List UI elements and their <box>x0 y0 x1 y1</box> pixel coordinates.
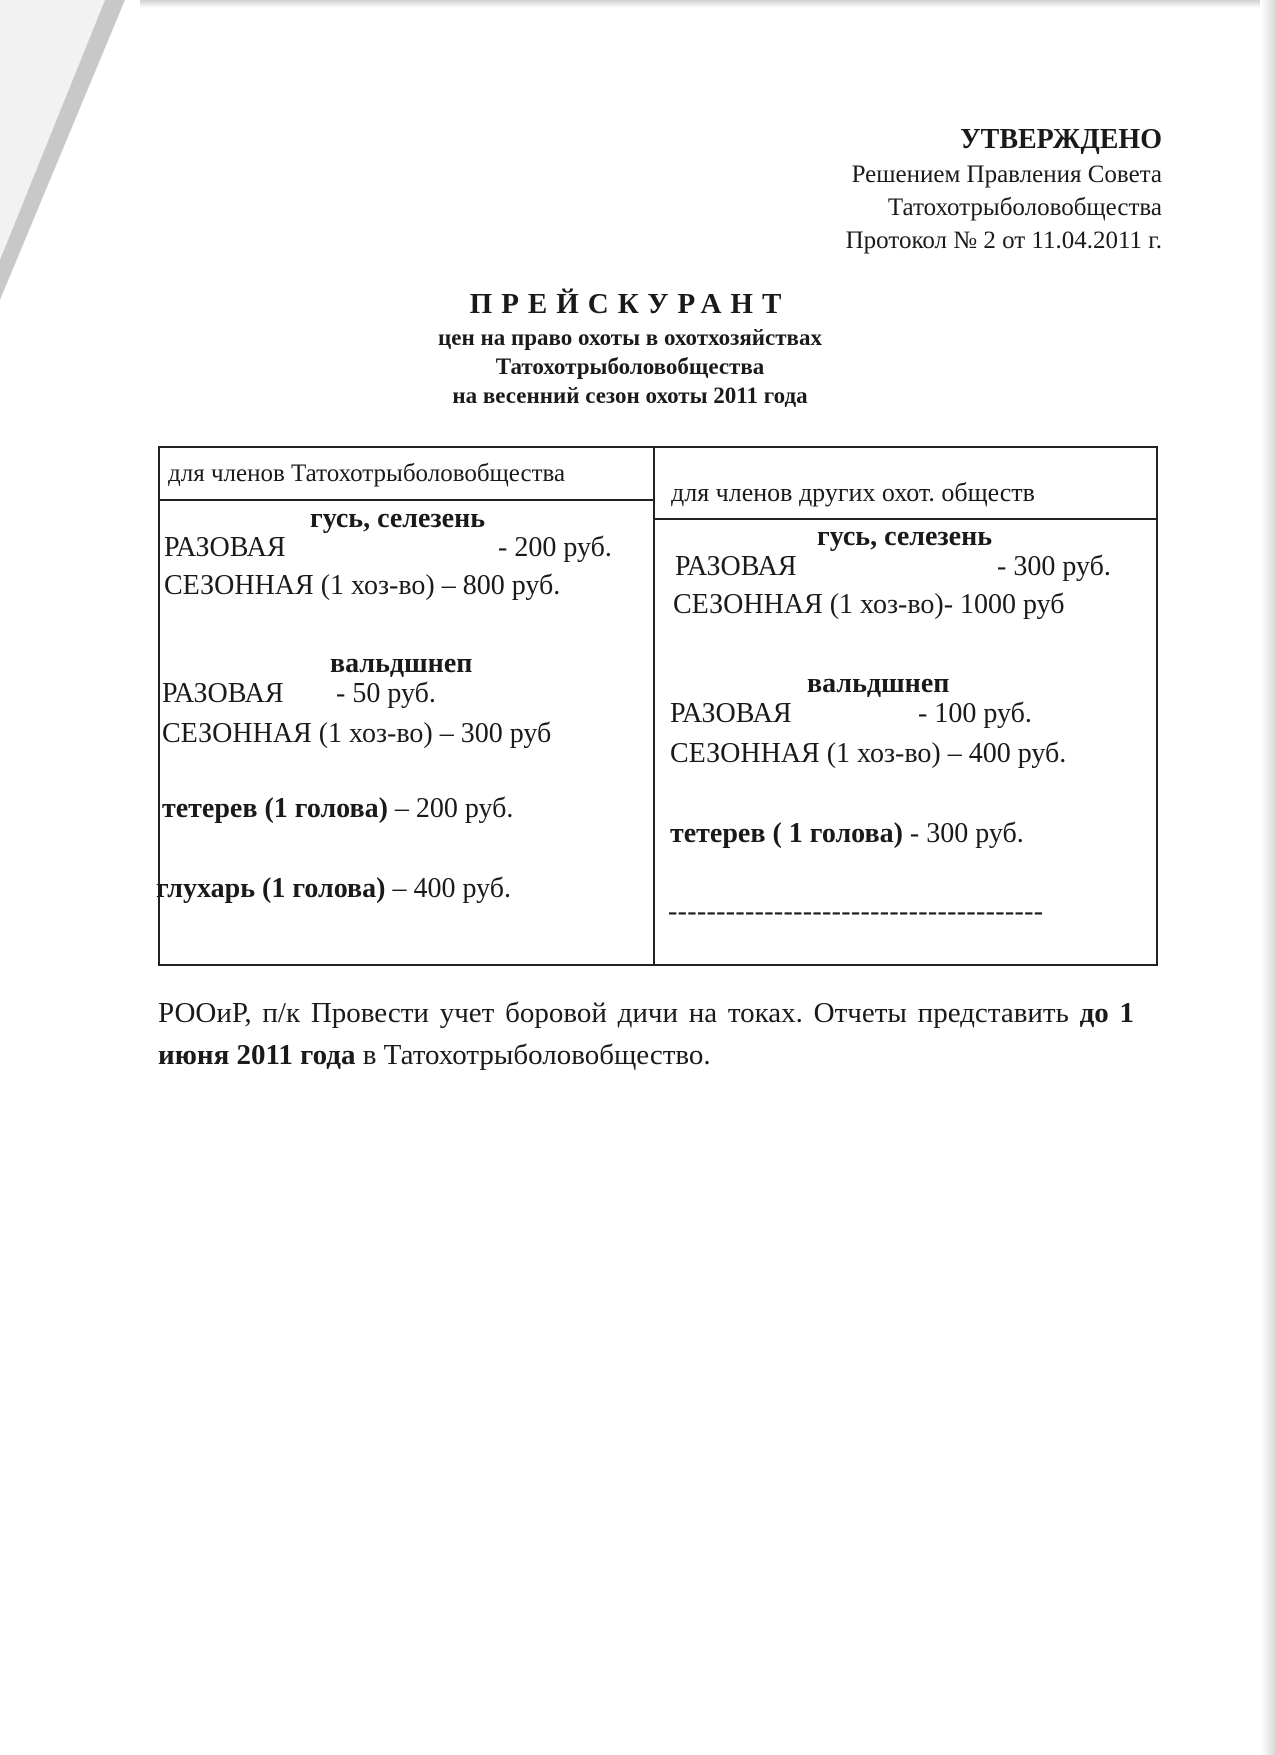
note-deadline: до 1 июня 2011 года <box>158 997 1135 1071</box>
left-woodcock-single-label: РАЗОВАЯ <box>162 678 284 709</box>
left-column-header: для членов Татохотрыболовобщества <box>168 460 566 487</box>
closing-note <box>158 992 1134 1076</box>
scan-edge-shadow <box>1261 0 1275 1755</box>
left-goose-season-price: – 800 руб. <box>441 570 561 601</box>
left-woodcock-season-price: – 300 руб <box>439 718 552 749</box>
right-grouse-row <box>670 818 1024 850</box>
approval-block <box>846 122 1162 257</box>
left-goose-season-label: СЕЗОННАЯ (1 хоз-во) <box>164 570 435 601</box>
right-goose-season-label: СЕЗОННАЯ (1 хоз-во) <box>673 589 944 620</box>
scan-top-shadow <box>140 0 1260 8</box>
right-woodcock-single-row <box>670 698 1032 730</box>
right-header-divider <box>653 518 1158 520</box>
right-goose-single-row <box>675 551 1111 583</box>
heading-subtitle-2: Татохотрыболовобщества <box>495 354 765 379</box>
right-column-header: для членов других охот. обществ <box>671 478 1035 507</box>
approval-line-2: Татохотрыболовобщества <box>887 194 1162 221</box>
price-table <box>158 446 1158 966</box>
right-woodcock-season-price: – 400 руб. <box>947 738 1067 769</box>
right-woodcock-single-price: - 100 руб. <box>918 698 1032 729</box>
scan-corner-fold <box>0 0 105 260</box>
right-grouse-price: - 300 руб. <box>909 818 1024 849</box>
right-goose-season-price: - 1000 руб <box>943 589 1065 620</box>
approval-line-1: Решением Правления Совета <box>851 161 1162 188</box>
right-goose-title: гусь, селезень <box>817 521 993 552</box>
left-goose-season-row <box>164 570 560 602</box>
note-text-2: в Татохотрыболовобщество. <box>355 1039 711 1071</box>
left-woodcock-single-row <box>162 678 436 710</box>
right-dashes: --------------------------------------- <box>668 896 1044 927</box>
left-grouse-label: тетерев (1 голова) <box>162 793 388 824</box>
right-goose-season-row <box>673 589 1065 621</box>
approval-title: УТВЕРЖДЕНО <box>960 124 1162 155</box>
left-woodcock-single-price: - 50 руб. <box>336 678 436 709</box>
heading-subtitle-3: на весенний сезон охоты 2011 года <box>452 383 808 408</box>
approval-line-3: Протокол № 2 от 11.04.2011 г. <box>845 227 1162 254</box>
note-text-1: РООиР, п/к Провести учет боровой дичи на токах. Отчеты представить <box>158 997 1080 1029</box>
column-divider <box>653 448 655 964</box>
heading-subtitle-1: цен на право охоты в охотхозяйствах <box>438 325 822 350</box>
left-goose-single-price: - 200 руб. <box>498 532 612 563</box>
right-woodcock-season-row <box>670 738 1066 770</box>
left-woodcock-season-label: СЕЗОННАЯ (1 хоз-во) <box>162 718 433 749</box>
left-goose-single-row <box>164 532 612 564</box>
right-grouse-label: тетерев ( 1 голова) <box>670 818 903 849</box>
left-grouse-price: – 200 руб. <box>394 793 514 824</box>
right-woodcock-title: вальдшнеп <box>807 668 950 699</box>
left-grouse-row <box>162 793 513 825</box>
right-goose-single-label: РАЗОВАЯ <box>675 551 797 582</box>
left-goose-title: гусь, селезень <box>310 503 486 534</box>
left-capercaillie-row <box>156 873 511 905</box>
heading-title: ПРЕЙСКУРАНТ <box>469 288 791 320</box>
left-goose-single-label: РАЗОВАЯ <box>164 532 286 563</box>
right-goose-single-price: - 300 руб. <box>997 551 1111 582</box>
document-heading <box>240 285 1020 410</box>
left-woodcock-season-row <box>162 718 551 750</box>
right-woodcock-single-label: РАЗОВАЯ <box>670 698 792 729</box>
left-woodcock-title: вальдшнеп <box>330 648 473 679</box>
right-woodcock-season-label: СЕЗОННАЯ (1 хоз-во) <box>670 738 941 769</box>
left-capercaillie-price: – 400 руб. <box>392 873 511 904</box>
left-capercaillie-label: глухарь (1 голова) <box>156 873 386 904</box>
left-header-divider <box>160 499 653 501</box>
